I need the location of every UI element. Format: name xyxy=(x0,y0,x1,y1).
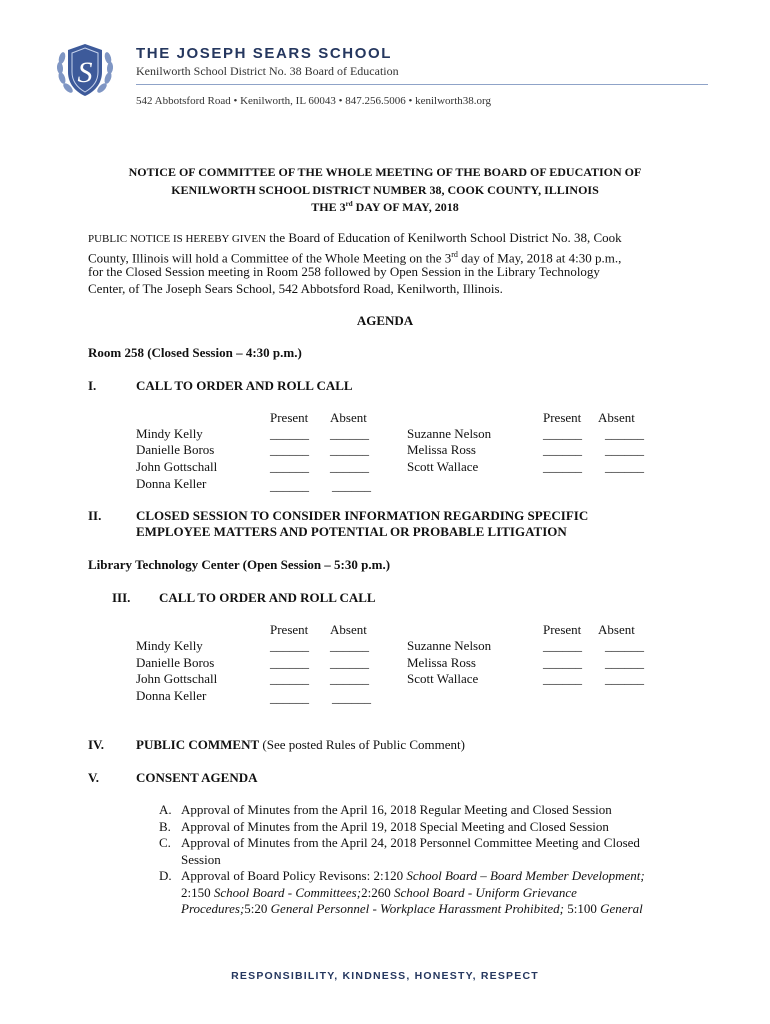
consent-d-letter: D. xyxy=(159,868,172,883)
roll-2-absent-blank[interactable]: ______ xyxy=(605,655,644,670)
title-date-rest: DAY OF MAY, 2018 xyxy=(352,200,459,214)
svg-text:S: S xyxy=(77,56,93,89)
roll-2-present-blank[interactable]: ______ xyxy=(543,655,582,670)
roll-2-absent-blank[interactable]: ______ xyxy=(330,671,369,686)
roll-1-present-blank[interactable]: ______ xyxy=(543,459,582,474)
roll-1-present-header: Present xyxy=(270,410,309,425)
roll-2-present-blank[interactable]: ______ xyxy=(270,655,309,670)
roll-2-member: John Gottschall xyxy=(136,671,218,686)
roll-2-present-header: Present xyxy=(270,622,309,637)
consent-d-l3-ital1: Procedures; xyxy=(181,901,245,916)
consent-d-l3-num1: 5:20 xyxy=(244,901,271,916)
school-name: THE JOSEPH SEARS SCHOOL xyxy=(136,45,393,62)
roll-1-present-blank[interactable]: ______ xyxy=(543,426,582,441)
consent-d-l2-num1: 2:150 xyxy=(181,885,214,900)
roll-2-member: Danielle Boros xyxy=(136,655,215,670)
consent-c-text-line-2: Session xyxy=(181,852,221,867)
consent-c-letter: C. xyxy=(159,835,171,850)
item-iv-number: IV. xyxy=(88,737,105,752)
roll-2-member: Mindy Kelly xyxy=(136,638,203,653)
consent-b-text: Approval of Minutes from the April 19, 2018 Special Meeting and Closed Session xyxy=(181,819,609,834)
roll-1-member: Mindy Kelly xyxy=(136,426,203,441)
title-date-suffix: rd xyxy=(345,200,353,208)
roll-1-absent-blank[interactable]: ______ xyxy=(330,426,369,441)
roll-2-present-blank[interactable]: ______ xyxy=(543,671,582,686)
roll-1-present-blank[interactable]: ______ xyxy=(270,426,309,441)
roll-2-member: Donna Keller xyxy=(136,688,207,703)
roll-1-absent-blank[interactable]: ______ xyxy=(330,459,369,474)
consent-d-l1-italic: School Board – Board Member Development; xyxy=(406,868,645,883)
consent-d-l1-pre: Approval of Board Policy Revisons: 2:120 xyxy=(181,868,407,883)
notice-line-2-pre: County, Illinois will hold a Committee of the Whole Meeting on the 3 xyxy=(88,250,452,266)
closed-session-heading: Room 258 (Closed Session – 4:30 p.m.) xyxy=(88,345,302,360)
roll-2-absent-header-right: Absent xyxy=(598,622,635,637)
roll-1-absent-blank[interactable]: ______ xyxy=(605,459,644,474)
roll-1-absent-blank[interactable]: ______ xyxy=(605,426,644,441)
roll-1-member: Melissa Ross xyxy=(407,442,476,457)
roll-1-absent-blank[interactable]: ______ xyxy=(330,442,369,457)
consent-d-line-2 xyxy=(181,885,577,901)
notice-line-2-post: day of May, 2018 at 4:30 p.m., xyxy=(457,250,622,266)
consent-d-line-3 xyxy=(181,901,643,917)
item-i-number: I. xyxy=(88,378,97,393)
footer-motto: RESPONSIBILITY, KINDNESS, HONESTY, RESPECT xyxy=(231,970,539,982)
item-iv-title: PUBLIC COMMENT xyxy=(136,737,260,752)
roll-1-member: Danielle Boros xyxy=(136,442,215,457)
roll-2-present-blank[interactable]: ______ xyxy=(543,638,582,653)
roll-1-present-blank[interactable]: ______ xyxy=(270,459,309,474)
school-logo xyxy=(52,38,118,104)
roll-1-absent-header-right: Absent xyxy=(598,410,635,425)
roll-2-present-blank[interactable]: ______ xyxy=(270,638,309,653)
roll-1-member: John Gottschall xyxy=(136,459,218,474)
roll-1-member: Scott Wallace xyxy=(407,459,479,474)
header-divider xyxy=(136,84,708,85)
consent-c-text-line-1: Approval of Minutes from the April 24, 2018 Personnel Committee Meeting and Closed xyxy=(181,835,640,850)
roll-1-absent-blank[interactable]: ______ xyxy=(332,478,371,493)
consent-d-line-1 xyxy=(181,868,645,884)
item-iii-title: CALL TO ORDER AND ROLL CALL xyxy=(159,590,376,605)
roll-1-present-blank[interactable]: ______ xyxy=(270,478,309,493)
item-v-title: CONSENT AGENDA xyxy=(136,770,258,785)
notice-title-line-1: NOTICE OF COMMITTEE OF THE WHOLE MEETING OF THE BOARD OF EDUCATION OF xyxy=(128,165,642,179)
notice-line-2-sup: rd xyxy=(451,250,458,259)
notice-lead: PUBLIC NOTICE IS HEREBY GIVEN xyxy=(88,233,267,245)
roll-1-member: Donna Keller xyxy=(136,476,207,491)
roll-1-present-blank[interactable]: ______ xyxy=(543,442,582,457)
roll-2-member: Suzanne Nelson xyxy=(407,638,492,653)
roll-2-member: Melissa Ross xyxy=(407,655,476,670)
roll-2-absent-blank[interactable]: ______ xyxy=(330,655,369,670)
item-i-title: CALL TO ORDER AND ROLL CALL xyxy=(136,378,353,393)
roll-2-present-blank[interactable]: ______ xyxy=(270,690,309,705)
item-ii-title-line-1: CLOSED SESSION TO CONSIDER INFORMATION REGARDING SPECIFIC xyxy=(136,508,589,523)
notice-paragraph-line-4: Center, of The Joseph Sears School, 542 Abbotsford Road, Kenilworth, Illinois. xyxy=(88,281,503,296)
item-iv-note: (See posted Rules of Public Comment) xyxy=(259,737,465,752)
agenda-heading: AGENDA xyxy=(356,313,414,328)
roll-2-present-blank[interactable]: ______ xyxy=(270,671,309,686)
item-iv-line xyxy=(136,737,465,753)
roll-2-present-header-right: Present xyxy=(543,622,582,637)
open-session-heading: Library Technology Center (Open Session – 5:30 p.m.) xyxy=(88,557,391,572)
roll-1-absent-blank[interactable]: ______ xyxy=(605,442,644,457)
consent-d-l3-ital2: General Personnel - Workplace Harassment Prohibited; xyxy=(270,901,564,916)
notice-title-line-2: KENILWORTH SCHOOL DISTRICT NUMBER 38, COOK COUNTY, ILLINOIS xyxy=(171,183,599,197)
roll-2-absent-blank[interactable]: ______ xyxy=(332,690,371,705)
roll-1-present-blank[interactable]: ______ xyxy=(270,442,309,457)
roll-1-member: Suzanne Nelson xyxy=(407,426,492,441)
notice-line-1-rest: the Board of Education of Kenilworth School District No. 38, Cook xyxy=(266,230,622,245)
consent-d-l2-ital2: School Board - Uniform Grievance xyxy=(393,885,577,900)
consent-d-l3-num2: 5:100 xyxy=(563,901,601,916)
title-date-prefix: THE 3 xyxy=(311,200,346,214)
roll-2-absent-header: Absent xyxy=(330,622,367,637)
consent-b-letter: B. xyxy=(159,819,171,834)
roll-2-absent-blank[interactable]: ______ xyxy=(605,671,644,686)
item-ii-number: II. xyxy=(88,508,102,523)
item-ii-title-line-2: EMPLOYEE MATTERS AND POTENTIAL OR PROBABLE LITIGATION xyxy=(136,524,567,539)
item-iii-number: III. xyxy=(112,590,131,605)
item-v-number: V. xyxy=(88,770,99,785)
school-address: 542 Abbotsford Road • Kenilworth, IL 60043 • 847.256.5006 • kenilworth38.org xyxy=(136,95,491,107)
roll-1-present-header-right: Present xyxy=(543,410,582,425)
consent-a-text: Approval of Minutes from the April 16, 2018 Regular Meeting and Closed Session xyxy=(181,802,612,817)
consent-d-l2-num2: 2:260 xyxy=(361,885,394,900)
roll-2-absent-blank[interactable]: ______ xyxy=(330,638,369,653)
consent-d-l3-ital3: General xyxy=(600,901,643,916)
roll-2-member: Scott Wallace xyxy=(407,671,479,686)
roll-2-absent-blank[interactable]: ______ xyxy=(605,638,644,653)
district-name: Kenilworth School District No. 38 Board of Education xyxy=(136,64,399,78)
roll-1-absent-header: Absent xyxy=(330,410,367,425)
notice-title-line-3 xyxy=(0,200,770,215)
consent-d-l2-ital1: School Board - Committees; xyxy=(213,885,362,900)
consent-a-letter: A. xyxy=(159,802,172,817)
notice-paragraph-line-3: for the Closed Session meeting in Room 258 followed by Open Session in the Library Technology xyxy=(88,264,600,279)
